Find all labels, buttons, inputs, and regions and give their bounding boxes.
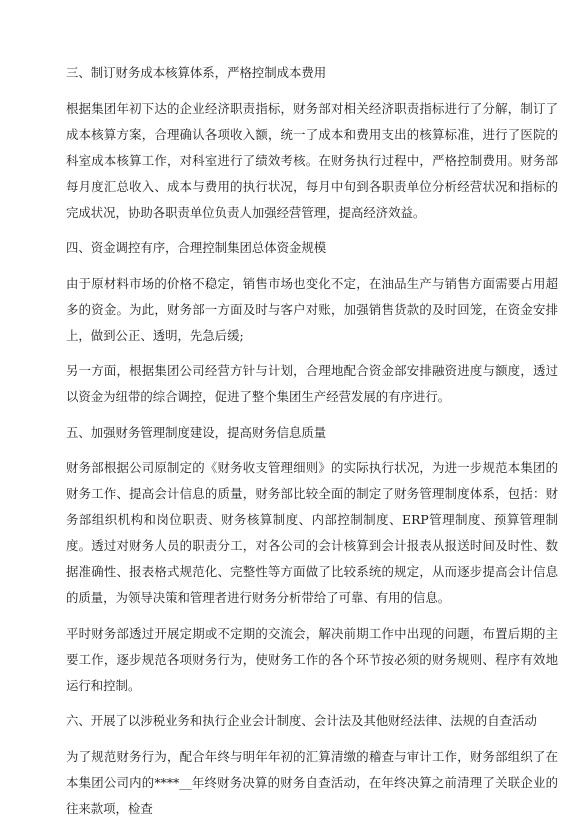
section-5-paragraph-2: 平时财务部透过开展定期或不定期的交流会，解决前期工作中出现的问题，布置后期的主要工作，逐步规范各项财务行为，使财务工作的各个环节按必须的财务规则、程序有效地运行和控制。 xyxy=(66,625,558,693)
section-4-paragraph-1: 由于原材料市场的价格不稳定，销售市场也变化不定，在油品生产与销售方面需要占用超多的资金。为此，财务部一方面及时与客户对账，加强销售货款的及时回笼，在资金安排上，做到公正、透明，先急后缓; xyxy=(66,275,558,343)
section-3-paragraph-1: 根据集团年初下达的企业经济职责指标，财务部对相关经济职责指标进行了分解，制订了成本核算方案，合理确认各项收入额，统一了成本和费用支出的核算标准，进行了医院的科室成本核算工作，对科室进行了绩效考核。在财务执行过程中，严格控制费用。财务部每月度汇总收入、成本与费用的执行状况，每月中旬到各职责单位分析经营状况和指标的完成状况，协助各职责单位负责人加强经营管理，提高经济效益。 xyxy=(66,100,558,220)
section-heading-5: 五、加强财务管理制度建设，提高财务信息质量 xyxy=(66,424,327,440)
section-heading-4: 四、资金调控有序，合理控制集团总体资金规模 xyxy=(66,240,327,255)
section-4-paragraph-2: 另一方面，根据集团公司经营方针与计划，合理地配合资金部安排融资进度与额度，透过以资金为纽带的综合调控，促进了整个集团生产经营发展的有序进行。 xyxy=(66,363,558,404)
section-heading-3: 三、制订财务成本核算体系，严格控制成本费用 xyxy=(66,65,327,80)
section-heading-6: 六、开展了以涉税业务和执行企业会计制度、会计法及其他财经法律、法规的自查活动 xyxy=(66,713,537,728)
section-5-paragraph-1: 财务部根据公司原制定的《财务收支管理细则》的实际执行状况，为进一步规范本集团的财务工作、提高会计信息的质量，财务部比较全面的制定了财务管理制度体系，包括：财务部组织机构和岗位职责、财务核算制度、内部控制制度、ERP管理制度、预算管理制度。透过对财务人员的职责分工，对各公司的会计核算到会计报表从报送时间及时性、数据准确性、报表格式规范化、完整性等方面做了比较系统的规定，从而逐步提高会计信息的质量，为领导决策和管理者进行财务分析带给了可靠、有用的信息。 xyxy=(66,460,558,605)
section-6-paragraph-1: 为了规范财务行为，配合年终与明年年初的汇算清缴的稽查与审计工作，财务部组织了在本集团公司内的****__年终财务决算的财务自查活动，在年终决算之前清理了关联企业的往来款项，检查 xyxy=(66,748,558,816)
document-page xyxy=(66,60,558,831)
